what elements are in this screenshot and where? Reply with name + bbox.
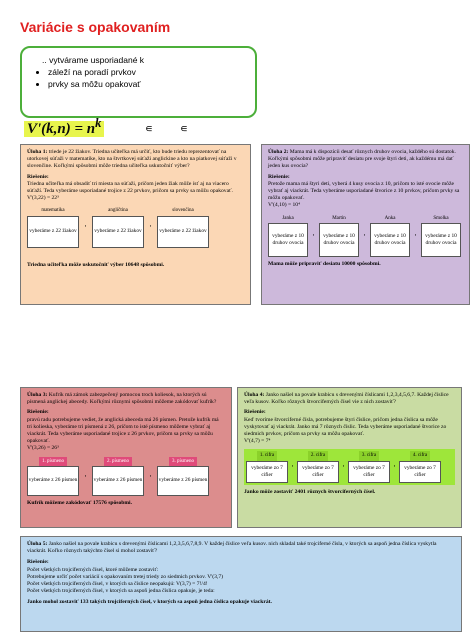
element-symbol: ∊ xyxy=(145,123,153,135)
box-header: Martin xyxy=(332,215,346,221)
solution-label: Riešenie: xyxy=(244,409,266,416)
task-text: Janko našiel na povale krabicu s drevenými číslicami 1,2,3,5,6,7,8,9. V každej číslice veľa kusov. nich skladal také trojciferné čísla, v ktorých sa aspoň jedna číslica vyskytla viackrát. Koľko rôznych takýchto čísel si mohol zostaviť? xyxy=(27,541,437,555)
task-5-panel xyxy=(20,536,462,632)
task-4-panel xyxy=(237,387,462,528)
choice-boxes xyxy=(27,206,244,247)
box-header: 1. cifra xyxy=(257,451,277,460)
definition-box xyxy=(20,46,257,118)
box-header: angličtina xyxy=(108,208,128,214)
task-text: Mama má k dispozícii desať rôznych druhov ovocia, každého sú dostatok. Koľkými spôsobmi môže pripraviť desiatu pre svoje štyri deti, ak každému má dať jeden kus ovocia? xyxy=(268,149,456,170)
multiply-dot: · xyxy=(363,229,366,240)
page-title: Variácie s opakovaním xyxy=(20,19,171,35)
task-text: Kufrík má zámok zabezpečený pomocou troch koliesok, na ktorých sú písmená anglickej abecedy. Koľkými rôznymi spôsobmi môžeme zakódovať kufrík? xyxy=(27,392,217,406)
task-result: Janko môže zostaviť 2401 rôznych štvorciferných čísel. xyxy=(244,488,376,495)
solution-formula: V'(3,22) = 22³ xyxy=(27,195,59,202)
solution-line: Počet všetkých trojciferných čísel, v ktorých sa aspoň jedna číslica opakuje, je teda: xyxy=(27,588,215,595)
solution-line: Počet všetkých trojciferných čísel, v ktorých sa číslice neopakujú: V(3,7) = 7!/4! xyxy=(27,581,208,588)
task-result: Mama môže pripraviť desiatu 10000 spôsobmi. xyxy=(268,260,381,267)
solution-line: Počet všetkých trojciferných čísel, ktoré môžeme zostaviť: xyxy=(27,566,159,573)
solution-formula: V'(4,10) = 10⁴ xyxy=(268,202,301,209)
task-text: Janko našiel na povale krabicu s drevenými číslicami 1,2,3,4,5,6,7. Každej číslice veľa kusov. Koľko rôznych štvorciferných čísel vie z nich zostaviť? xyxy=(244,392,449,406)
bullet-item: • záleží na poradí prvkov xyxy=(48,66,247,78)
multiply-dot: · xyxy=(291,461,294,472)
choice-box: vyberáme z 10 druhov ovocia xyxy=(319,223,359,257)
bullet-item: .. vytvárame usporiadané k xyxy=(42,55,145,65)
choice-box: vyberáme z 10 druhov ovocia xyxy=(268,223,308,257)
box-header: 2. písmeno xyxy=(104,457,132,466)
box-header: 2. cifra xyxy=(308,451,328,460)
task-1-panel xyxy=(20,144,251,305)
solution-formula: V'(4,7) = 7⁴ xyxy=(244,438,271,445)
box-header: Anka xyxy=(384,215,396,221)
box-header: 3. cifra xyxy=(359,451,379,460)
formula-exponent: k xyxy=(95,116,102,130)
choice-box: vyberáme z 22 žiakov xyxy=(157,216,209,248)
task-title: Úloha 5: xyxy=(27,541,48,547)
multiply-dot: · xyxy=(84,221,87,232)
choice-box: vyberáme z 26 písmen xyxy=(27,466,79,496)
task-text: triede je 22 žiakov. Triedna učiteľka má určiť, kto bude triedu reprezentovať na utorkovej súťaži v matematike, kto na štvrtkovej súťaži anglickine a kto na piatkovej súťaži v slovenčine. Koľkými spôsobmi môže triedna učiteľka uskutočniť výber? xyxy=(27,149,237,170)
choice-box: vyberáme z 26 písmen xyxy=(157,466,209,496)
task-title: Úloha 2: xyxy=(268,149,289,155)
choice-box: vyberáme zo 7 cifier xyxy=(399,461,441,483)
box-header: Janka xyxy=(282,215,294,221)
solution-text: Triedna učiteľka má obsadiť tri miesta na súťaži, pričom jeden žiak môže ísť aj na viacero súťaží. Teda vyberáme usporiadané trojice z 22 prvkov, pričom sa prvky sa môžu opakovať. xyxy=(27,180,233,195)
box-header: matematika xyxy=(41,208,65,214)
task-title: Úloha 3: xyxy=(27,392,48,398)
choice-box: vyberáme zo 7 cifier xyxy=(348,461,390,483)
solution-label: Riešenie: xyxy=(27,173,49,180)
multiply-dot: · xyxy=(149,470,152,481)
solution-label: Riešenie: xyxy=(27,409,49,416)
solution-label: Riešenie: xyxy=(268,173,290,180)
task-title: Úloha 1: xyxy=(27,149,48,155)
choice-boxes xyxy=(27,457,225,496)
choice-boxes xyxy=(268,214,463,257)
box-header: 1. písmeno xyxy=(39,457,67,466)
task-result: Janko mohol zostaviť 133 takých trojciferných čísel, v ktorých sa aspoň jedna číslica opakuje viackrát. xyxy=(27,599,272,606)
task-title: Úloha 4: xyxy=(244,392,265,398)
solution-text: pravú radu potrebujeme vediet, že anglická abeceda má 26 písmen. Pretože kufrík má tri kolieska, vyberáme tri písmená z 26, pričom to isté písmeno môžeme vybrať aj viackrát. Teda vyberáme usporiadané trojice z 26 prvkov, pričom sa prvky sa môžu opakovať. xyxy=(27,416,219,445)
task-result: Kufrík môžeme zakódovať 17576 spôsobmi. xyxy=(27,499,133,506)
solution-line: Potrebujeme určiť počet variácií s opakovaním tretej triedy zo siedmich prvkov. V'(3,7) xyxy=(27,573,224,580)
solution-text: Keď tvoríme štvorciferné čísla, potrebujeme štyri číslice, pričom jedna číslica sa môže vyskytovať aj viackrát. Janko má 7 rôznych číslic. Teda vyberáme usporiadané štvorice zo siedmich prvkov, pričom sa prvky sa môžu opakovať. xyxy=(244,416,447,438)
choice-box: vyberáme z 10 druhov ovocia xyxy=(370,223,410,257)
box-header: slovenčina xyxy=(172,208,194,214)
multiply-dot: · xyxy=(342,461,345,472)
multiply-dot: · xyxy=(84,470,87,481)
solution-text: Pretože mama má štyri deti, vyberá 4 kusy ovocia z 10, pričom to isté ovocie môže vybrať aj viackrát. Teda vyberáme usporiadané štvorice z 10 prvkov, pričom prvky sa môžu opakovať. xyxy=(268,180,460,202)
choice-box: vyberáme z 22 žiakov xyxy=(92,216,144,248)
main-formula xyxy=(24,116,104,138)
solution-formula: V'(3,26) = 26³ xyxy=(27,445,59,452)
choice-boxes xyxy=(244,449,455,484)
choice-box: vyberáme zo 7 cifier xyxy=(246,461,288,483)
choice-box: vyberáme zo 7 cifier xyxy=(297,461,339,483)
task-3-panel xyxy=(20,387,232,528)
choice-box: vyberáme z 22 žiakov xyxy=(27,216,79,248)
multiply-dot: · xyxy=(393,461,396,472)
choice-box: vyberáme z 26 písmen xyxy=(92,466,144,496)
task-result: Triedna učiteľka môže uskutočniť výber 10648 spôsobmi. xyxy=(27,261,165,268)
box-header: 4. cifra xyxy=(410,451,430,460)
box-header: 3. písmeno xyxy=(169,457,197,466)
solution-label: Riešenie: xyxy=(27,559,49,566)
bullet-item: • prvky sa môžu opakovať xyxy=(48,78,247,90)
multiply-dot: · xyxy=(414,229,417,240)
box-header: Smolka xyxy=(433,215,449,221)
multiply-dot: · xyxy=(149,221,152,232)
multiply-dot: · xyxy=(312,229,315,240)
element-symbol: ∊ xyxy=(180,123,188,135)
choice-box: vyberáme z 10 druhov ovocia xyxy=(421,223,461,257)
task-2-panel xyxy=(261,144,470,305)
formula-text: V'(k,n) = n xyxy=(27,121,96,137)
